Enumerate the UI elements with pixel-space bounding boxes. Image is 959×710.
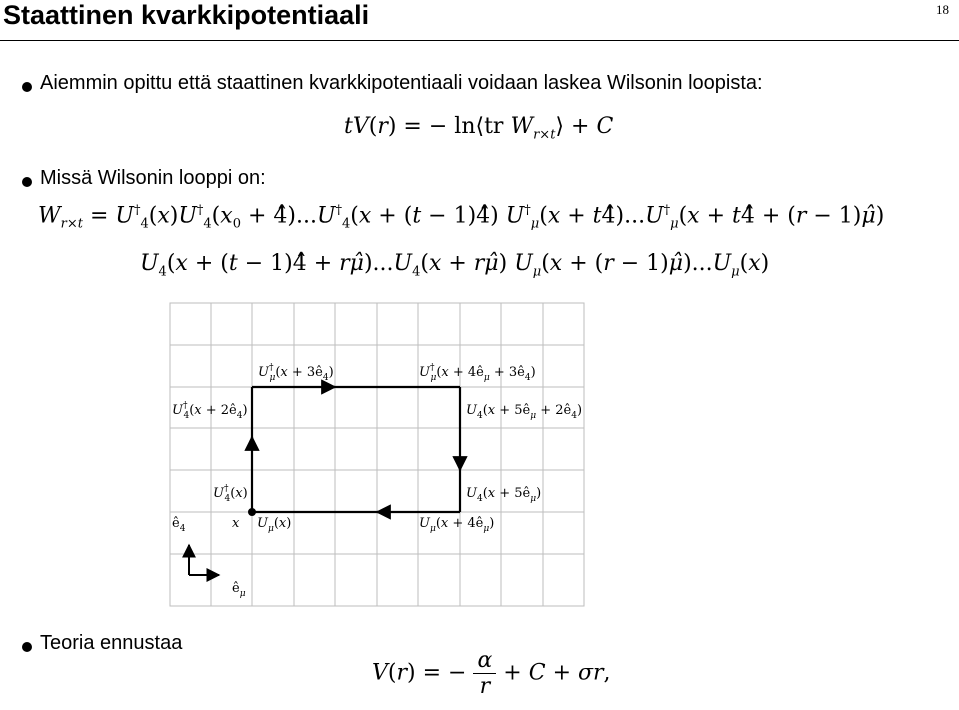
bullet-icon <box>22 642 32 652</box>
wilson-loop-equation-line2: $U_4(x + (t$ − 1)4̂ + $r\mû)...U_4(x$ + rμ̂) $U_\mu(x + (r$ − $1)\mû)...U_\mu(x)$ <box>140 251 770 280</box>
bullet-text-1: Aiemmin opittu että staattinen kvarkkipotentiaali voidaan laskea Wilsonin loopista: <box>40 72 763 94</box>
link-label-left-lower: U† 4(x) <box>213 484 248 504</box>
link-label-bottom-right: $U_\mu(x$ + $4ê_\mu$) <box>419 516 495 534</box>
link-label-right-lower: $U_4(x$ + $5ê_\mu$) <box>466 486 542 504</box>
link-label-right-upper: $U_4(x$ + $5ê_\mu$ + $2ê_4$) <box>466 403 583 421</box>
axis-label-horizontal: $ê_\mu$ <box>232 581 246 599</box>
link-label-top-right: U† $\mu(x + 4ê_\mu$ + $3ê_4$) <box>419 363 536 383</box>
link-label-bottom-left: $U_\mu(x)$ <box>257 516 292 534</box>
axis-label-vertical: $ê_4$ <box>172 516 186 534</box>
coordinate-axes <box>189 545 219 575</box>
wilson-loop-path <box>252 387 460 512</box>
alpha-over-r-fraction: $\frac{\alpha}{r}$ <box>473 648 496 699</box>
link-label-left-upper: U† $4(x + 2ê_4)$ <box>172 401 248 421</box>
page-number: 18 <box>936 2 949 17</box>
link-label-top-left: U† $\mu(x + 3ê_4)$ <box>258 363 334 383</box>
bullet-text-2: Missä Wilsonin looppi on: <box>40 167 266 189</box>
bullet-text-3: Teoria ennustaa <box>40 632 183 654</box>
potential-from-loop-equation: tV(r) = − ln⟨tr $W_{r\times t}⟩ + C$ <box>344 114 614 143</box>
cornell-potential-equation: V(r) = − $\frac{\alpha}{r}$ + C + σr, <box>372 648 611 699</box>
origin-label: x <box>232 516 240 531</box>
wilson-loop-equation-line1: $W_{r\times t} = U^\dagger_4(x)U^\dagger_4(x_0$ + $4̂)...U^\dagger_4(x + (t$ − 1)4̂) $U^\dagger_\mu(x$ + $t4̂)...U^\dagger_\mu(x$ + t4̂ + (r − 1)μ̂) <box>38 203 885 232</box>
lattice-grid <box>170 303 584 606</box>
slide-title: Staattinen kvarkkipotentiaali <box>3 0 370 30</box>
origin-point <box>248 508 256 516</box>
